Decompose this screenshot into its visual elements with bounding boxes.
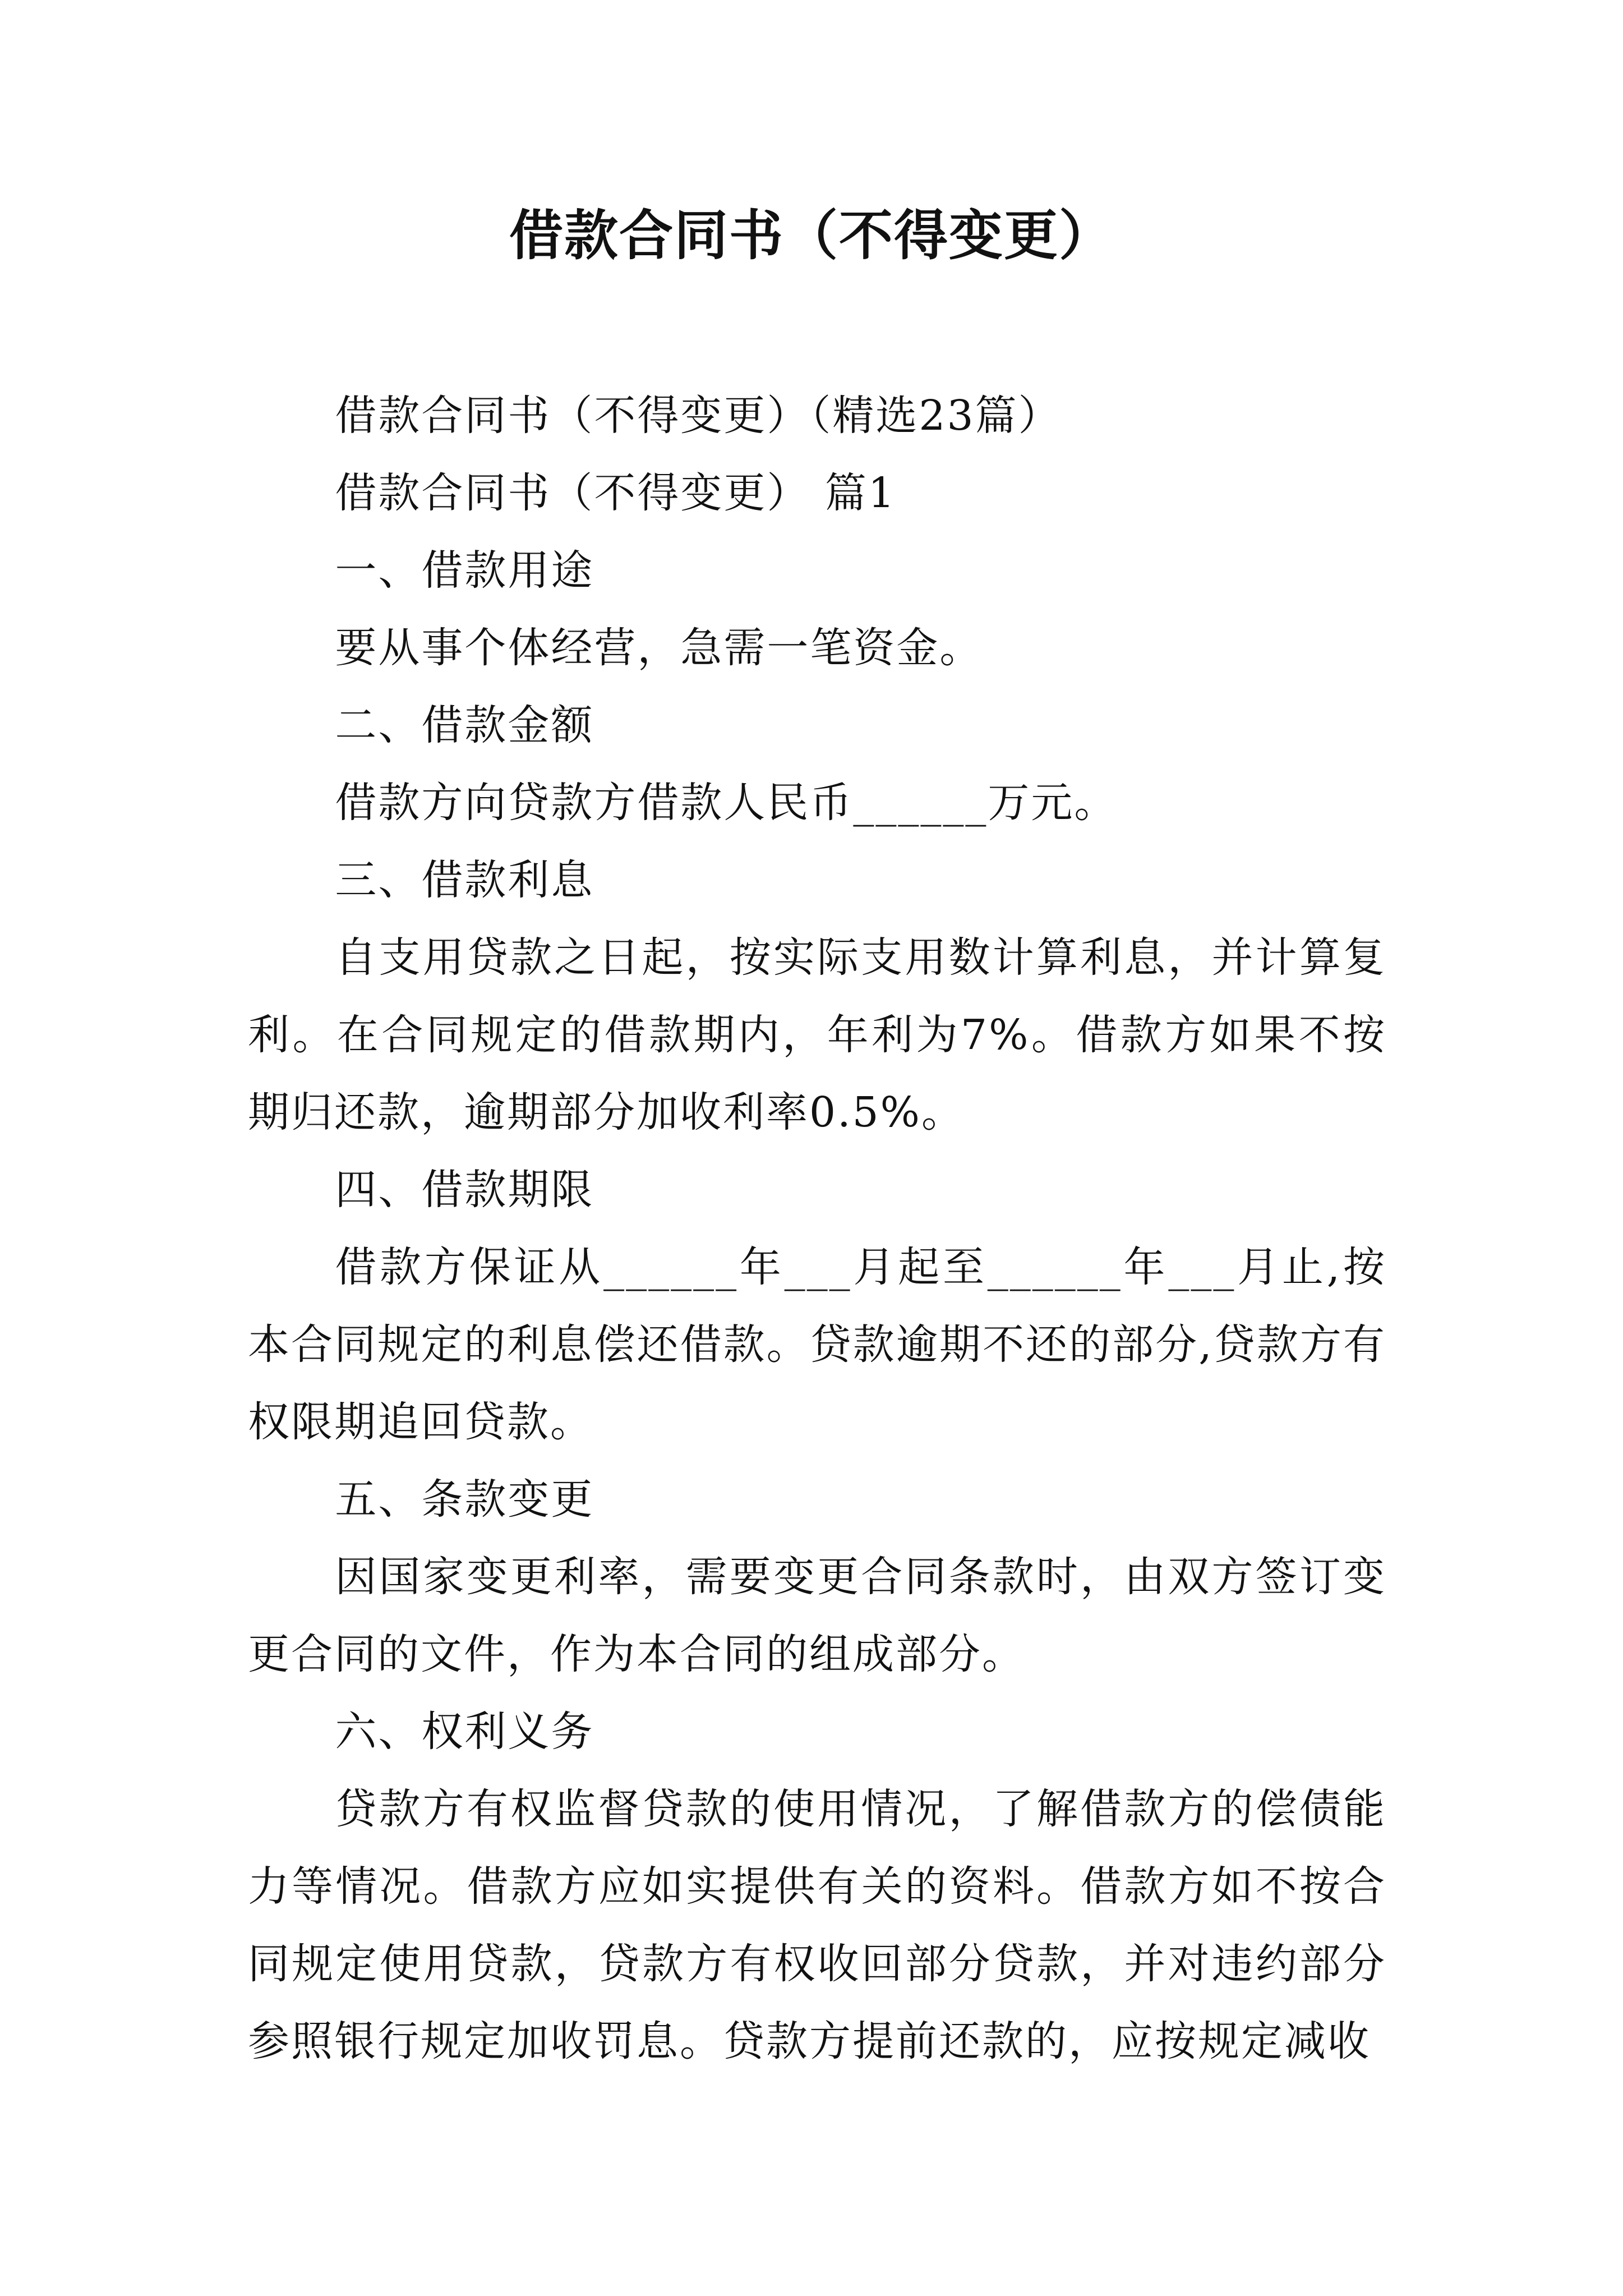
clause-heading-changes: 五、条款变更 <box>335 1475 594 1524</box>
clause-heading-amount: 二、借款金额 <box>335 701 594 749</box>
clause-text-changes: 因国家变更利率，需要变更合同条款时，由双方签订变更合同的文件，作为本合同的组成部分。 <box>248 1553 1386 1678</box>
clause-text-interest: 自支用贷款之日起，按实际支用数计算利息，并计算复利。在合同规定的借款期内，年利为7%。借款方如果不按期归还款，逾期部分加收利率0.5%。 <box>248 933 1386 1137</box>
clause-heading-purpose: 一、借款用途 <box>335 546 594 595</box>
document-body <box>248 377 1386 2080</box>
section-heading: 借款合同书（不得变更） 篇1 <box>335 469 896 517</box>
clause-heading-rights: 六、权利义务 <box>335 1708 594 1756</box>
clause-text-term: 借款方保证从______年___月起至______年___月止,按本合同规定的利息偿还借款。贷款逾期不还的部分,贷款方有权限期追回贷款。 <box>248 1243 1386 1446</box>
clause-text-purpose: 要从事个体经营，急需一笔资金。 <box>335 624 983 672</box>
clause-text-amount: 借款方向贷款方借款人民币______万元。 <box>335 779 1118 827</box>
subtitle-paragraph: 借款合同书（不得变更）（精选23篇） <box>335 392 1062 440</box>
document-title: 借款合同书（不得变更） <box>509 204 1114 267</box>
clause-heading-term: 四、借款期限 <box>335 1166 594 1214</box>
clause-text-rights: 贷款方有权监督贷款的使用情况，了解借款方的偿债能力等情况。借款方应如实提供有关的资料。借款方如不按合同规定使用贷款，贷款方有权收回部分贷款，并对违约部分参照银行规定加收罚息。贷款方提前还款的，应按规定减收 <box>248 1785 1386 2065</box>
clause-heading-interest: 三、借款利息 <box>335 856 594 904</box>
